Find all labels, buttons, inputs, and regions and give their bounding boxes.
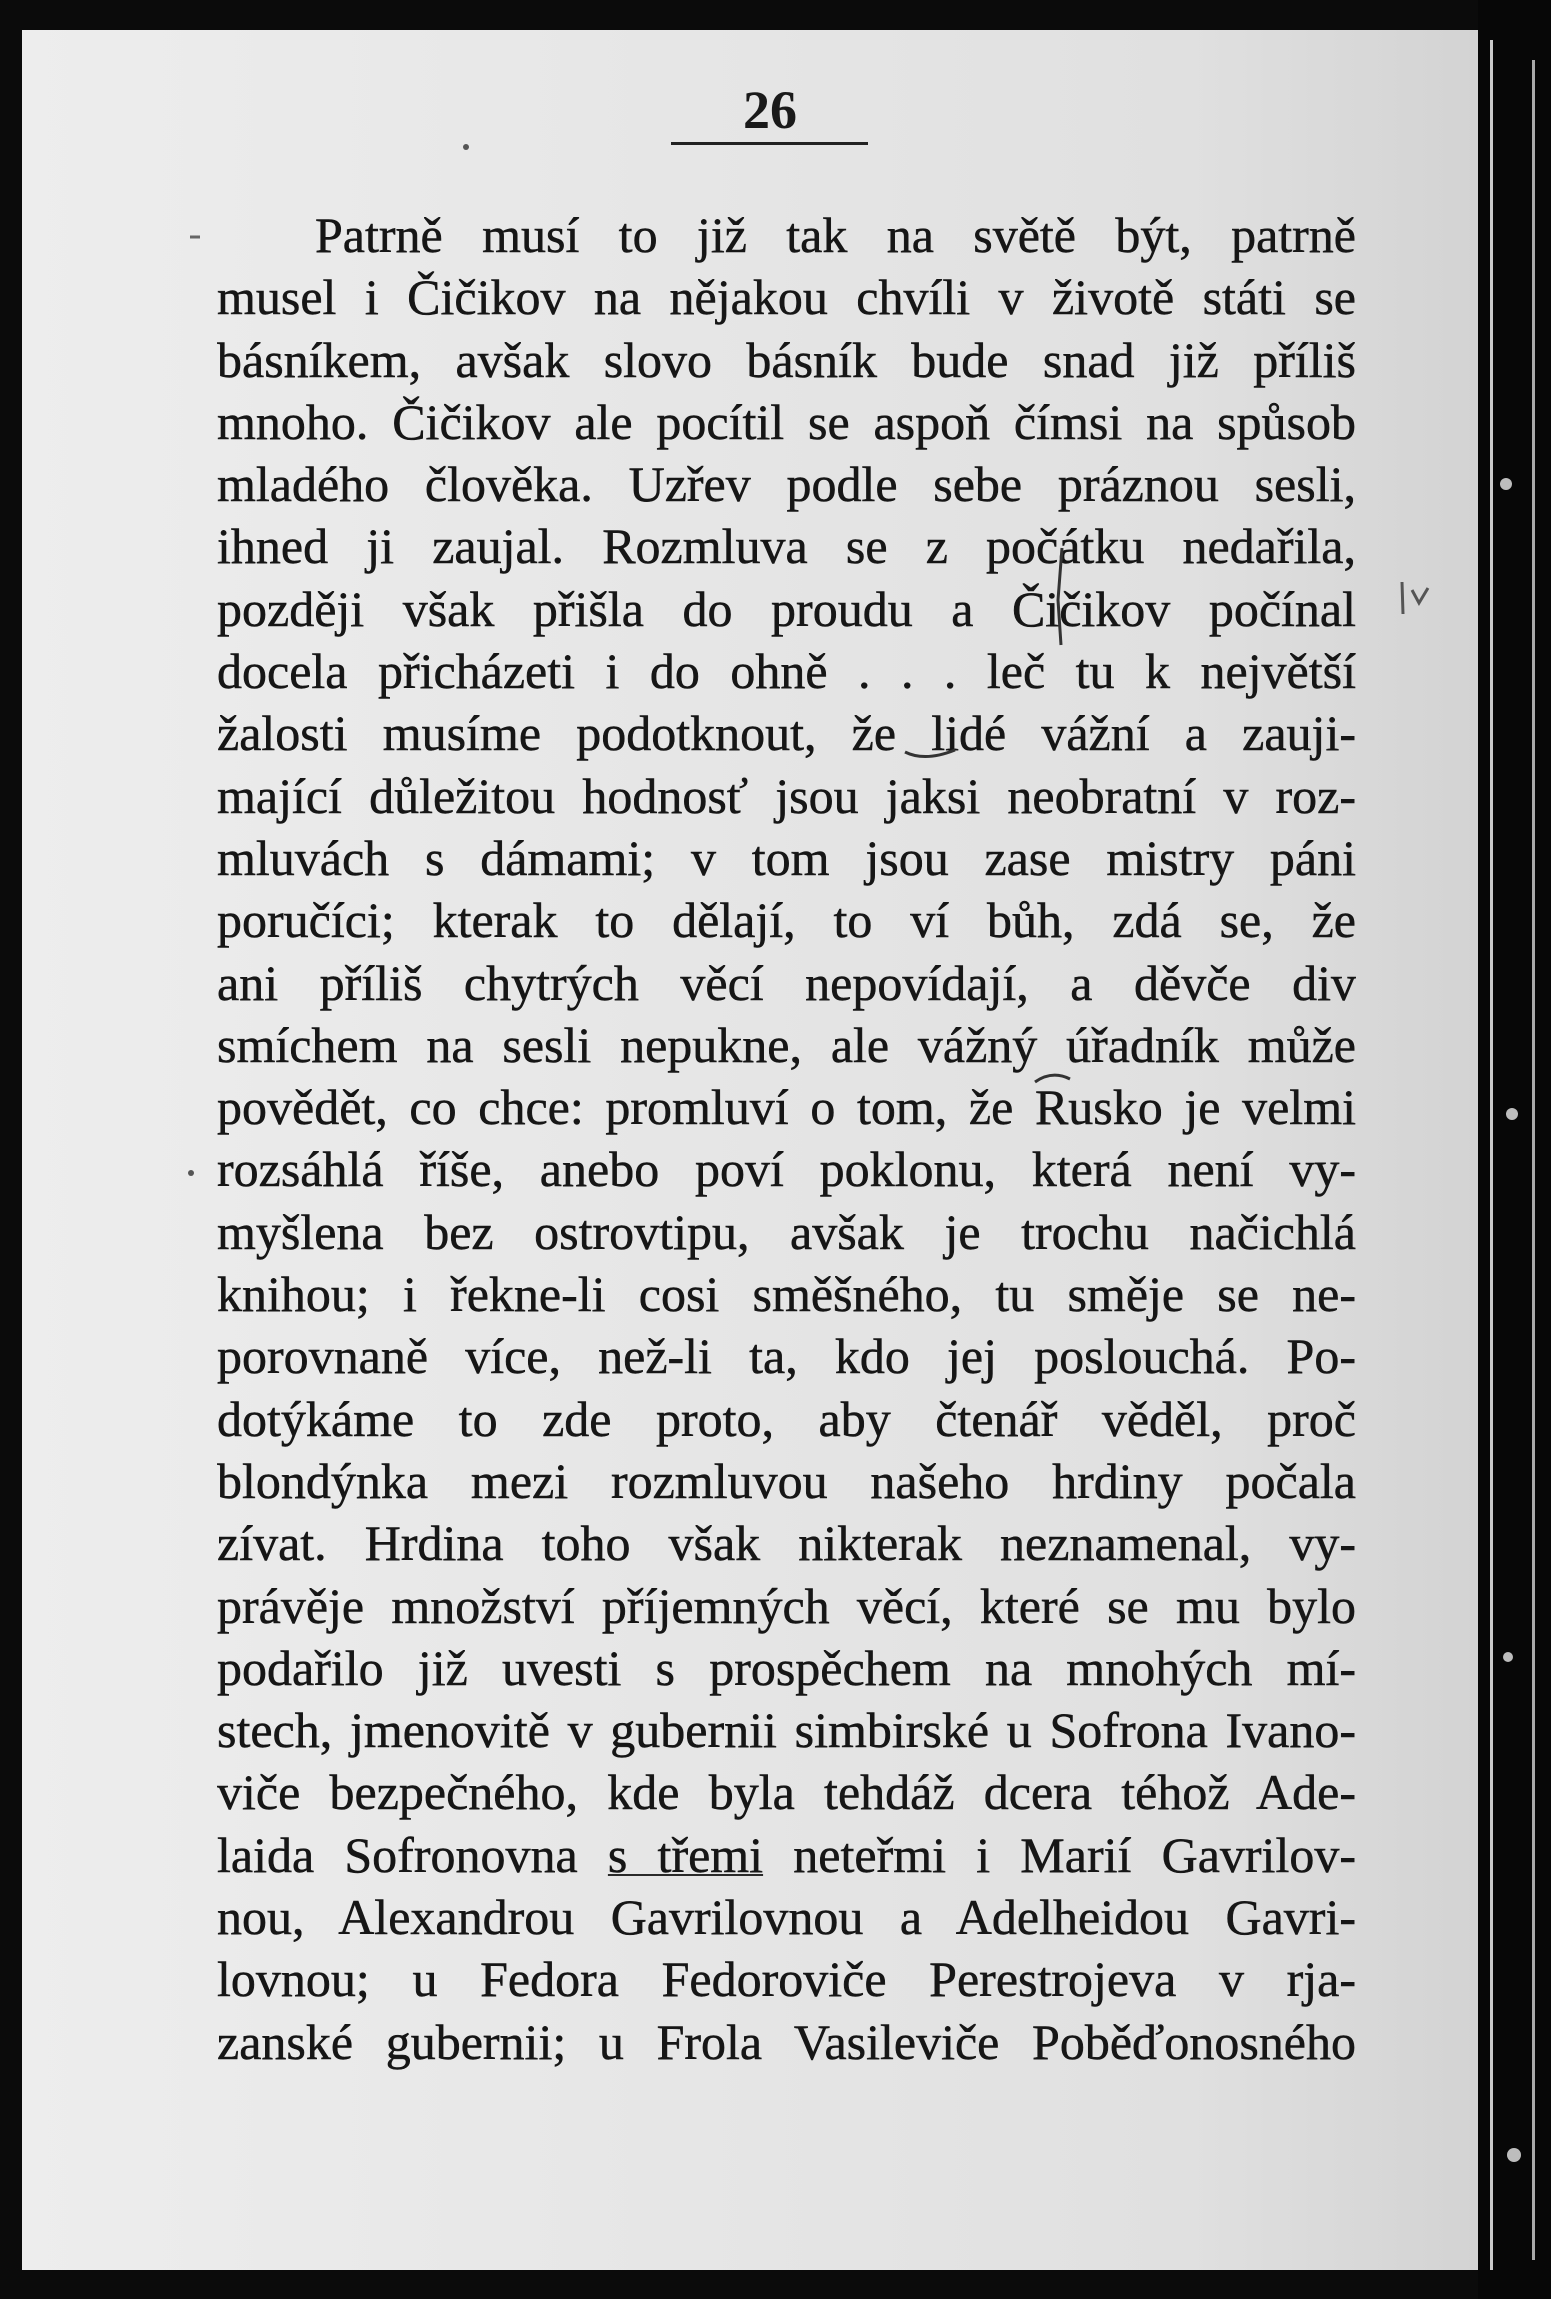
- body-text: [217, 204, 1356, 2073]
- text-line: zanské gubernii; u Frola Vasileviče Poběďonosného: [217, 2013, 1356, 2070]
- text-line: lovnou; u Fedora Fedoroviče Perestrojeva v rja-: [217, 1951, 1356, 2008]
- text-line: žalosti musíme podotknout, že lidé vážní a zauji-: [217, 705, 1356, 762]
- text-line: ihned ji zaujal. Rozmluva se z počátku nedařila,: [217, 518, 1356, 575]
- text-line: básníkem, avšak slovo básník bude snad již příliš: [217, 331, 1356, 388]
- text-line: zívat. Hrdina toho však nikterak neznamenal, vy-: [217, 1515, 1356, 1572]
- text-line: později však přišla do proudu a Čičikov počínal: [217, 580, 1356, 637]
- text-line: nou, Alexandrou Gavrilovnou a Adelheidou Gavri-: [217, 1889, 1356, 1946]
- page-edge-line: [1490, 40, 1493, 2270]
- text-line: povědět, co chce: promluví o tom, že Rusko je velmi: [217, 1079, 1356, 1136]
- text-line: mnoho. Čičikov ale pocítil se aspoň čímsi na spůsob: [217, 393, 1356, 450]
- text-line: viče bezpečného, kde byla tehdáž dcera téhož Ade-: [217, 1764, 1356, 1821]
- text-line: stech, jmenovitě v gubernii simbirské u Sofrona Ivano-: [217, 1702, 1356, 1759]
- page-number-rule: [671, 142, 868, 145]
- text-line: poručíci; kterak to dělají, to ví bůh, zdá se, že: [217, 892, 1356, 949]
- text-line: dotýkáme to zde proto, aby čtenář věděl, proč: [217, 1390, 1356, 1447]
- binding-edge: [1478, 0, 1551, 2299]
- text-segment: neteřmi i Marií Gavrilov-: [763, 1826, 1356, 1883]
- text-line: [217, 1824, 1356, 1886]
- text-line: Patrně musí to již tak na světě být, patrně: [315, 207, 1356, 263]
- text-line: knihou; i řekne-li cosi směšného, tu směje se ne-: [217, 1266, 1356, 1323]
- page-number: 26: [743, 80, 797, 140]
- page-edge-line: [1532, 60, 1535, 2260]
- text-segment: laida Sofronovna: [217, 1826, 608, 1883]
- underlined-text: s třemi: [607, 1826, 764, 1883]
- text-line: mluvách s dámami; v tom jsou zase mistry páni: [217, 829, 1356, 886]
- text-line: ani příliš chytrých věcí nepovídají, a děvče div: [217, 954, 1356, 1011]
- text-line: porovnaně více, než-li ta, kdo jej poslouchá. Po-: [217, 1328, 1356, 1385]
- text-line: podařilo již uvesti s prospěchem na mnohých mí-: [217, 1639, 1356, 1696]
- text-line: právěje množství příjemných věcí, které se mu bylo: [217, 1577, 1356, 1634]
- text-line: blondýnka mezi rozmluvou našeho hrdiny počala: [217, 1452, 1356, 1509]
- text-line: mladého člověka. Uzřev podle sebe práznou sesli,: [217, 456, 1356, 513]
- text-line: docela přicházeti i do ohně . . . leč tu k největší: [217, 643, 1356, 700]
- text-line: musel i Čičikov na nějakou chvíli v životě státi se: [217, 269, 1356, 326]
- text-line: rozsáhlá říše, anebo poví poklonu, která není vy-: [217, 1141, 1356, 1198]
- text-line: myšlena bez ostrovtipu, avšak je trochu načichlá: [217, 1203, 1356, 1260]
- text-line: mající důležitou hodnosť jsou jaksi neobratní v roz-: [217, 767, 1356, 824]
- text-line: smíchem na sesli nepukne, ale vážný úřadník může: [217, 1016, 1356, 1073]
